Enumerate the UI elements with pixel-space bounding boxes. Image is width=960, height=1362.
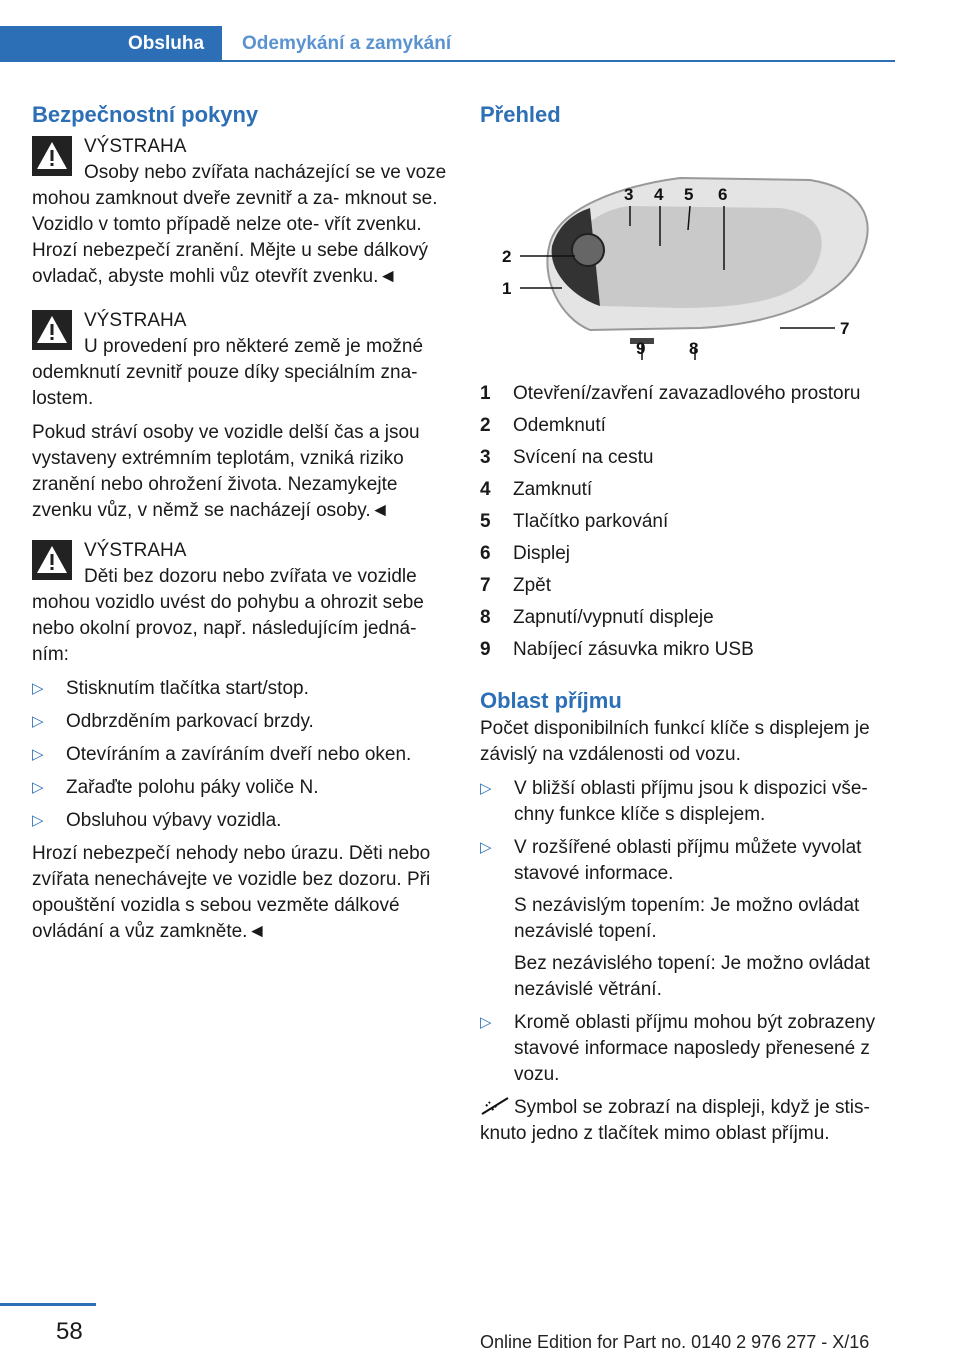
warning-1	[32, 134, 448, 290]
safety-title: Bezpečnostní pokyny	[32, 102, 259, 127]
warning-icon	[32, 540, 72, 580]
list-sub-item: Bez nezávislého topení: Je možno ovládat nezávislé větrání.	[514, 953, 870, 1000]
section-tab[interactable]: Obsluha	[0, 26, 222, 62]
callout-4: 4	[654, 185, 664, 204]
warning-heading: VÝSTRAHA	[84, 540, 187, 561]
list-item: ▷ Odbrzděním parkovací brzdy.	[32, 709, 448, 735]
overview-title: Přehled	[480, 102, 561, 127]
warning-heading: VÝSTRAHA	[84, 310, 187, 331]
callout-1: 1	[502, 279, 512, 298]
legend-list	[480, 378, 896, 666]
right-column	[480, 100, 896, 1155]
list-item: ▷ Stisknutím tlačítka start/stop.	[32, 676, 448, 702]
bullet-icon: ▷	[32, 779, 44, 796]
callout-6: 6	[718, 185, 728, 204]
callout-7: 7	[840, 319, 850, 338]
warning-heading: VÝSTRAHA	[84, 136, 187, 157]
list-item: ▷ Obsluhou výbavy vozidla.	[32, 808, 448, 834]
legend-row: 7 Zpět	[480, 575, 552, 596]
legend-row: 6 Displej	[480, 543, 571, 564]
bullet-icon: ▷	[480, 1014, 492, 1031]
key-body-illustration	[547, 178, 867, 344]
list-item: ▷ Zařaďte polohu páky voliče N.	[32, 775, 448, 801]
warning-text: U provedení pro některé země je možné odemknutí zevnitř pouze díky speciálním zna- lostem.	[32, 336, 424, 409]
legend-row: 8 Zapnutí/vypnutí displeje	[480, 607, 714, 628]
header-bar	[0, 26, 895, 62]
callout-9: 9	[636, 339, 646, 358]
bullet-icon: ▷	[32, 713, 44, 730]
legend-row: 5 Tlačítko parkování	[480, 511, 669, 532]
legend-row: 9 Nabíjecí zásuvka mikro USB	[480, 639, 754, 660]
list-item: ▷ V bližší oblasti příjmu jsou k dispozici vše- chny funkce klíče s displejem.	[480, 778, 868, 825]
bullet-icon: ▷	[32, 812, 44, 829]
bullet-icon: ▷	[480, 780, 492, 797]
edition-text: Online Edition for Part no. 0140 2 976 277 - X/16	[480, 1332, 870, 1352]
list-item: ▷ Kromě oblasti příjmu mohou být zobrazeny stavové informace naposledy přenesené z vozu.	[480, 1012, 876, 1085]
warning-bullets	[32, 676, 448, 834]
warning-text: Osoby nebo zvířata nacházející se ve voze mohou zamknout dveře zevnitř a za- mknout se. Vozidlo v tomto případě nelze ote- vřít zvenku. Hrozí nebezpečí zranění. Mějte u sebe dálkový ovladač, abyste mohli vůz otevřít zvenku.◄	[32, 162, 447, 287]
callout-3: 3	[624, 185, 634, 204]
subsection-tab[interactable]: Odemykání a zamykání	[242, 33, 452, 54]
symbol-note: Symbol se zobrazí na displeji, když je stis- knuto jedno z tlačítek mimo oblast příjmu.	[480, 1097, 870, 1144]
bullet-icon: ▷	[32, 746, 44, 763]
warning-3	[32, 538, 448, 945]
range-intro: Počet disponibilních funkcí klíče s displejem je závislý na vzdálenosti od vozu.	[480, 718, 870, 765]
list-item: ▷ V rozšířené oblasti příjmu můžete vyvolat stavové informace. S nezávislým topením: Je možno ovládat nezávislé topení. Bez nezávislého topení: Je možno ovládat nezávislé větrání.	[480, 835, 896, 1003]
range-bullets	[480, 776, 896, 1088]
footer-rule	[0, 1303, 96, 1306]
warning-icon	[32, 136, 72, 176]
list-sub-item: S nezávislým topením: Je možno ovládat nezávislé topení.	[514, 895, 860, 942]
legend-row: 3 Svícení na cestu	[480, 447, 654, 468]
key-diagram	[480, 138, 896, 360]
no-signal-icon	[480, 1096, 510, 1116]
left-column	[32, 100, 448, 963]
bullet-icon: ▷	[32, 680, 44, 697]
legend-row: 1 Otevření/zavření zavazadlového prostoru	[480, 383, 861, 404]
warning-2	[32, 308, 448, 524]
callout-2: 2	[502, 247, 512, 266]
callout-5: 5	[684, 185, 694, 204]
warning-extra: Hrozí nebezpečí nehody nebo úrazu. Děti nebo zvířata nenechávejte ve vozidle bez dozoru. Při opouštění vozidla s sebou vezměte dálkové ovládání a vůz zamkněte.◄	[32, 843, 431, 942]
warning-text: Děti bez dozoru nebo zvířata ve vozidle mohou vozidlo uvést do pohybu a ohrozit sebe nebo okolní provoz, např. následujícím jedná- ním:	[32, 566, 424, 665]
list-item: ▷ Otevíráním a zavíráním dveří nebo oken.	[32, 742, 448, 768]
legend-row: 4 Zamknutí	[480, 479, 593, 500]
warning-icon	[32, 310, 72, 350]
callout-8: 8	[689, 339, 699, 358]
warning-extra: Pokud stráví osoby ve vozidle delší čas a jsou vystaveny extrémním teplotám, vzniká riziko zranění nebo ohrožení života. Nezamykejte zvenku vůz, v němž se nacházejí osoby.◄	[32, 422, 420, 521]
bullet-icon: ▷	[480, 839, 492, 856]
page-number: 58	[56, 1318, 83, 1345]
legend-row: 2 Odemknutí	[480, 415, 606, 436]
range-title: Oblast příjmu	[480, 688, 622, 713]
header-rule	[222, 60, 895, 62]
